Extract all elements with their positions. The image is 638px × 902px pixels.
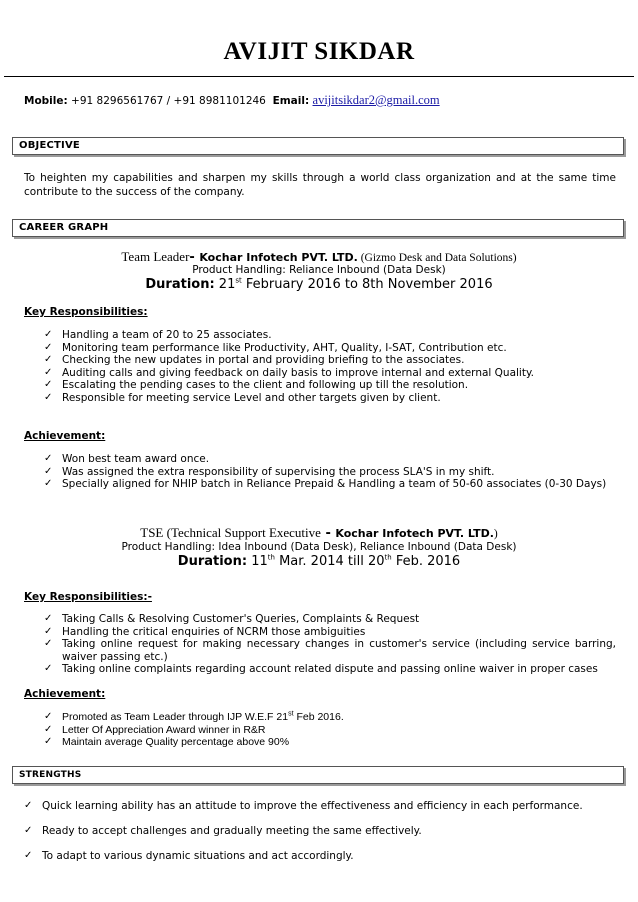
contact-line (24, 93, 440, 108)
list-item: ✓ Taking Calls & Resolving Customer's Queries, Complaints & Request (44, 613, 420, 625)
strengths-list (24, 799, 596, 874)
job2-resp-heading: Key Responsibilities:- (24, 591, 152, 603)
job1-role: Team Leader (121, 249, 190, 264)
check-icon: ✓ (44, 663, 53, 674)
job1-duration-rest: February 2016 to 8th November 2016 (241, 277, 493, 292)
job1-duration (0, 277, 638, 292)
check-icon: ✓ (44, 465, 53, 477)
strengths-title: STRENGTHS (19, 770, 82, 780)
job2-duration-day: 11 (247, 554, 268, 569)
list-item: ✓ Taking online request for making necessary changes in customer's service (including service barring, waiver passing etc.) (44, 638, 616, 663)
header-divider (4, 76, 634, 77)
job2-product: Product Handling: Idea Inbound (Data Desk), Reliance Inbound (Data Desk) (121, 541, 517, 553)
job1-product: Product Handling: Reliance Inbound (Data Desk) (192, 264, 446, 276)
job2-duration-mid: Mar. 2014 till 20 (274, 554, 385, 569)
check-icon: ✓ (44, 625, 53, 637)
job2-duration-label: Duration: (177, 554, 248, 569)
objective-text: To heighten my capabilities and sharpen my skills through a world class organization and at the same time contribute to the success of the company. (24, 172, 616, 198)
job1-title-line (0, 249, 638, 265)
job2-duration-rest: Feb. 2016 (391, 554, 461, 569)
list-item: ✓ Won best team award once. (44, 453, 210, 465)
job2-duration-sup2: th (384, 553, 392, 562)
check-icon: ✓ (44, 354, 53, 365)
check-icon: ✓ (44, 379, 53, 390)
list-item: ✓ Auditing calls and giving feedback on daily basis to improve internal and external Quality. (44, 366, 535, 379)
list-item: ✓ To adapt to various dynamic situations and act accordingly. (24, 850, 354, 862)
check-icon: ✓ (24, 800, 33, 811)
check-icon: ✓ (44, 391, 53, 403)
job2-responsibilities-list (44, 613, 616, 676)
job1-achievements-list (44, 453, 616, 491)
email-label: Email: (272, 95, 310, 107)
check-icon: ✓ (44, 638, 53, 649)
strengths-section-header (12, 766, 624, 784)
job1-sep: - (189, 250, 200, 265)
job2-achievements-list (44, 711, 616, 749)
job2-title-line (0, 525, 638, 541)
job1-resp-heading: Key Responsibilities: (24, 306, 148, 318)
check-icon: ✓ (44, 736, 53, 747)
job1-duration-label: Duration: (145, 277, 215, 292)
list-item: ✓ Handling a team of 20 to 25 associates. (44, 329, 272, 341)
check-icon: ✓ (44, 613, 53, 624)
list-item: ✓ Letter Of Appreciation Award winner in R&R (44, 723, 266, 736)
job2-sep: - (320, 526, 336, 541)
list-item: ✓ Ready to accept challenges and gradually meeting the same effectively. (24, 825, 422, 837)
check-icon: ✓ (44, 329, 53, 340)
job2-duration-sup: th (267, 553, 275, 562)
list-item: ✓ Quick learning ability has an attitude to improve the effectiveness and efficiency in each performance. (24, 800, 583, 812)
list-item: ✓ Taking online complaints regarding account related dispute and passing online waiver in proper cases (44, 663, 598, 675)
objective-section-header (12, 137, 624, 155)
job1-duration-day: 21 (214, 277, 236, 292)
job2-duration (0, 554, 638, 569)
job2-client: ) (493, 528, 498, 540)
check-icon: ✓ (44, 341, 53, 353)
list-item: ✓ Responsible for meeting service Level and other targets given by client. (44, 391, 441, 404)
job2-ach-heading: Achievement: (24, 688, 106, 700)
email-link[interactable]: avijitsikdar2@gmail.com (312, 93, 440, 107)
candidate-name: AVIJIT SIKDAR (223, 38, 415, 65)
check-icon: ✓ (44, 453, 53, 464)
job1-responsibilities-list (44, 329, 616, 404)
career-section-header (12, 219, 624, 237)
job1-duration-sup: st (235, 276, 242, 285)
list-item: ✓ Checking the new updates in portal and providing briefing to the associates. (44, 354, 465, 366)
job1-client: (Gizmo Desk and Data Solutions) (357, 252, 517, 264)
list-item: ✓ Specially aligned for NHIP batch in Reliance Prepaid & Handling a team of 50-60 associates (0-30 Days) (44, 478, 607, 490)
job2-role: TSE (Technical Support Executive (140, 525, 321, 540)
list-item: ✓ Was assigned the extra responsibility of supervising the process SLA'S in my shift. (44, 465, 495, 478)
check-icon: ✓ (44, 478, 53, 489)
list-item: ✓ Escalating the pending cases to the client and following up till the resolution. (44, 379, 469, 391)
mobile-value: +91 8296561767 / +91 8981101246 (71, 95, 266, 107)
list-item: ✓ Maintain average Quality percentage above 90% (44, 736, 290, 748)
check-icon: ✓ (44, 723, 53, 735)
list-item: ✓ Monitoring team performance like Productivity, AHT, Quality, I-SAT, Contribution etc. (44, 341, 507, 354)
mobile-label: Mobile: (24, 95, 68, 107)
job1-company: Kochar Infotech PVT. LTD. (199, 251, 358, 264)
check-icon: ✓ (24, 825, 33, 836)
job2-company: Kochar Infotech PVT. LTD. (335, 527, 494, 540)
list-item: ✓ Handling the critical enquiries of NCRM those ambiguities (44, 625, 366, 638)
job1-ach-heading: Achievement: (24, 430, 106, 442)
career-title: CAREER GRAPH (19, 222, 109, 233)
check-icon: ✓ (44, 366, 53, 378)
objective-title: OBJECTIVE (19, 140, 80, 151)
check-icon: ✓ (44, 711, 53, 722)
list-item: ✓ Promoted as Team Leader through IJP W.E.F 21st Feb 2016. (44, 710, 344, 723)
check-icon: ✓ (24, 850, 33, 861)
